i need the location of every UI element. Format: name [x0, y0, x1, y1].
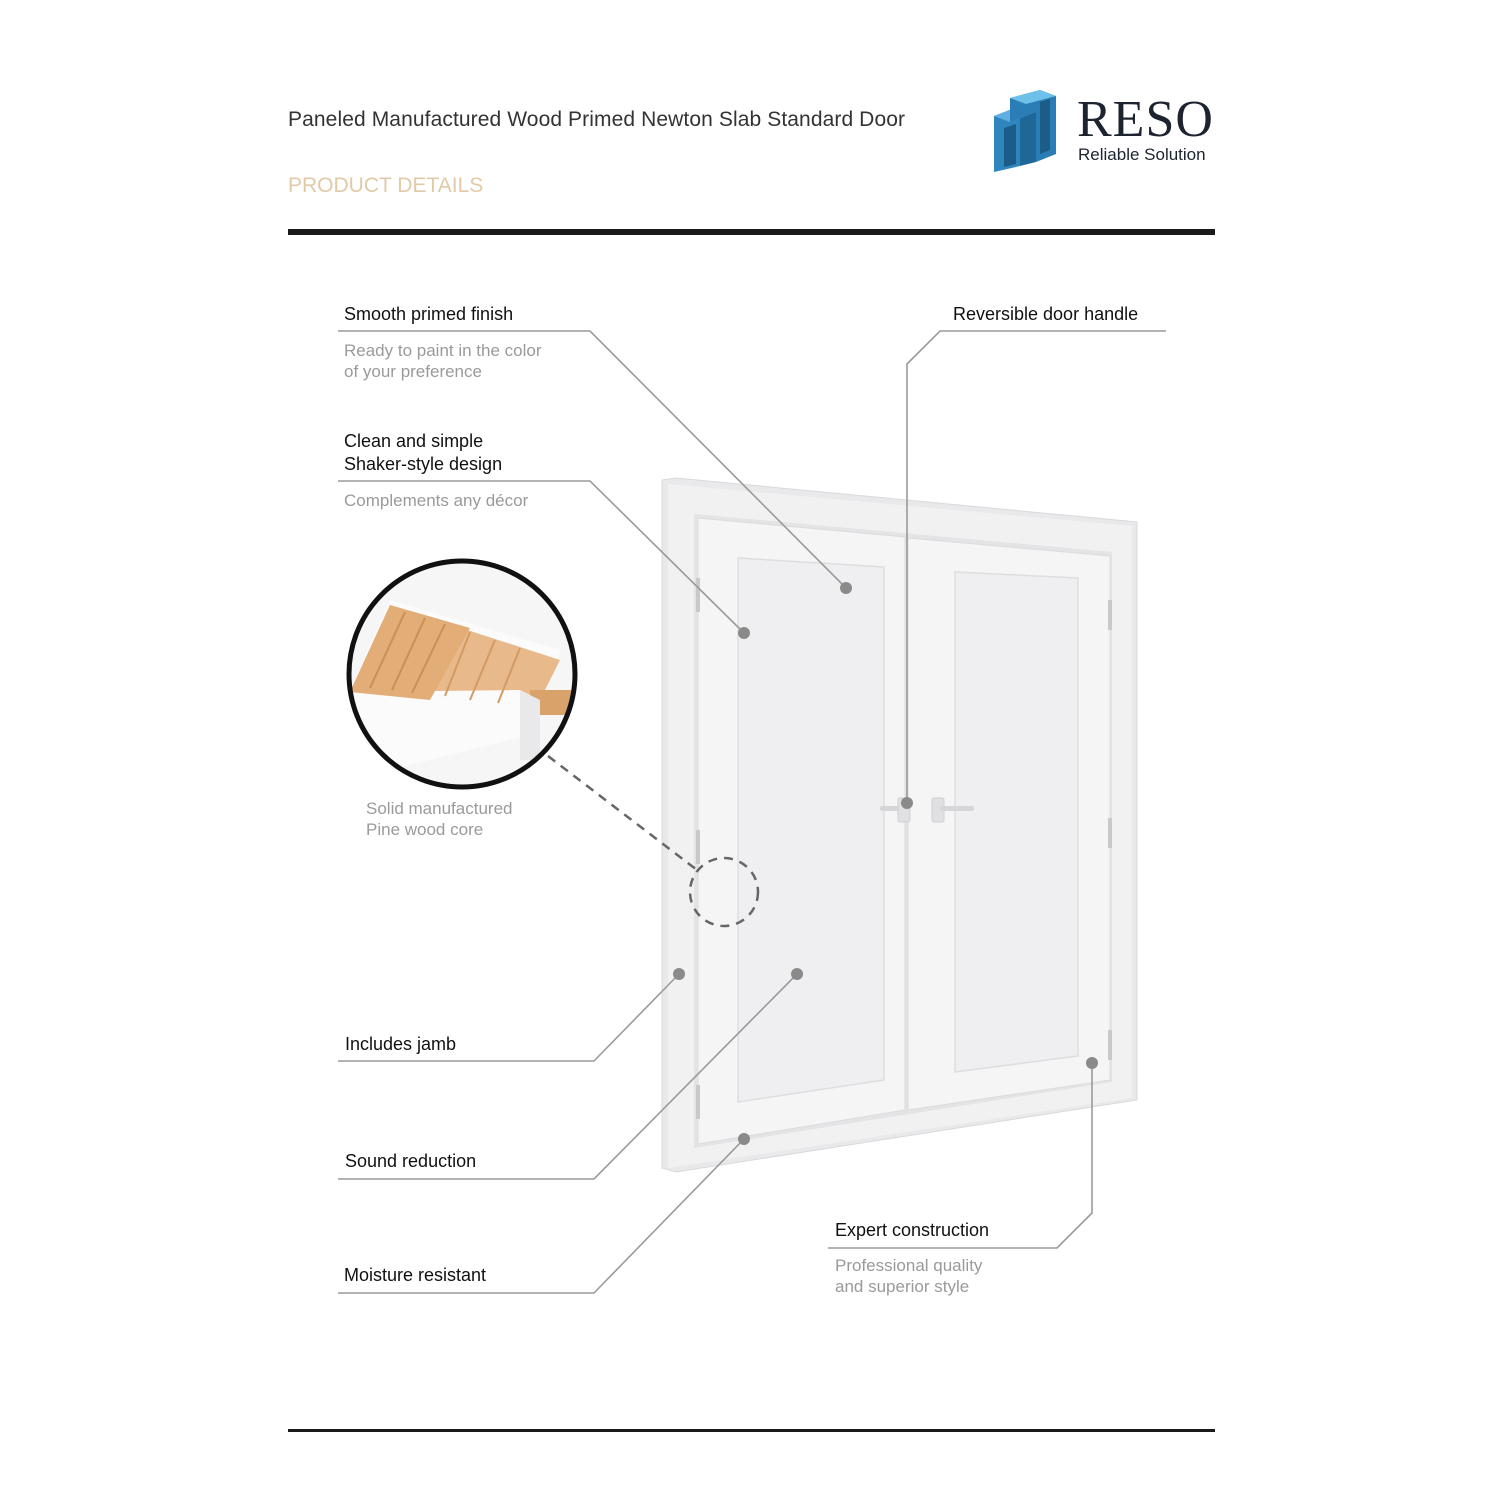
feature-construction-desc-line2: and superior style	[835, 1277, 970, 1296]
brand-name: RESO	[1077, 91, 1214, 148]
feature-construction-desc-line1: Professional quality	[835, 1256, 983, 1275]
feature-core-desc-line2: Pine wood core	[366, 820, 484, 839]
left-door-leaf	[698, 518, 905, 1144]
feature-design-title-line2: Shaker-style design	[344, 454, 503, 474]
feature-jamb-title: Includes jamb	[345, 1034, 457, 1054]
feature-construction-title: Expert construction	[835, 1220, 990, 1240]
section-label: PRODUCT DETAILS	[288, 174, 484, 197]
feature-design-desc: Complements any décor	[344, 491, 529, 510]
feature-handle-title: Reversible door handle	[953, 304, 1139, 324]
wood-core-detail	[340, 560, 590, 790]
feature-design-title-line1: Clean and simple	[344, 431, 484, 451]
feature-finish-desc-line2: of your preference	[344, 362, 482, 381]
feature-finish-desc-line1: Ready to paint in the color	[344, 341, 542, 360]
feature-moisture-title: Moisture resistant	[344, 1265, 487, 1285]
right-door-leaf	[908, 538, 1110, 1110]
feature-design-title	[344, 430, 502, 476]
feature-core-desc-line1: Solid manufactured	[366, 799, 513, 818]
feature-core-desc	[366, 798, 512, 840]
feature-finish-title: Smooth primed finish	[344, 304, 514, 324]
feature-finish-desc	[344, 340, 542, 382]
feature-construction-desc	[835, 1255, 982, 1297]
brand-tagline: Reliable Solution	[1078, 145, 1206, 164]
document-title: Paneled Manufactured Wood Primed Newton Slab Standard Door	[288, 108, 906, 131]
feature-sound-title: Sound reduction	[345, 1151, 477, 1171]
